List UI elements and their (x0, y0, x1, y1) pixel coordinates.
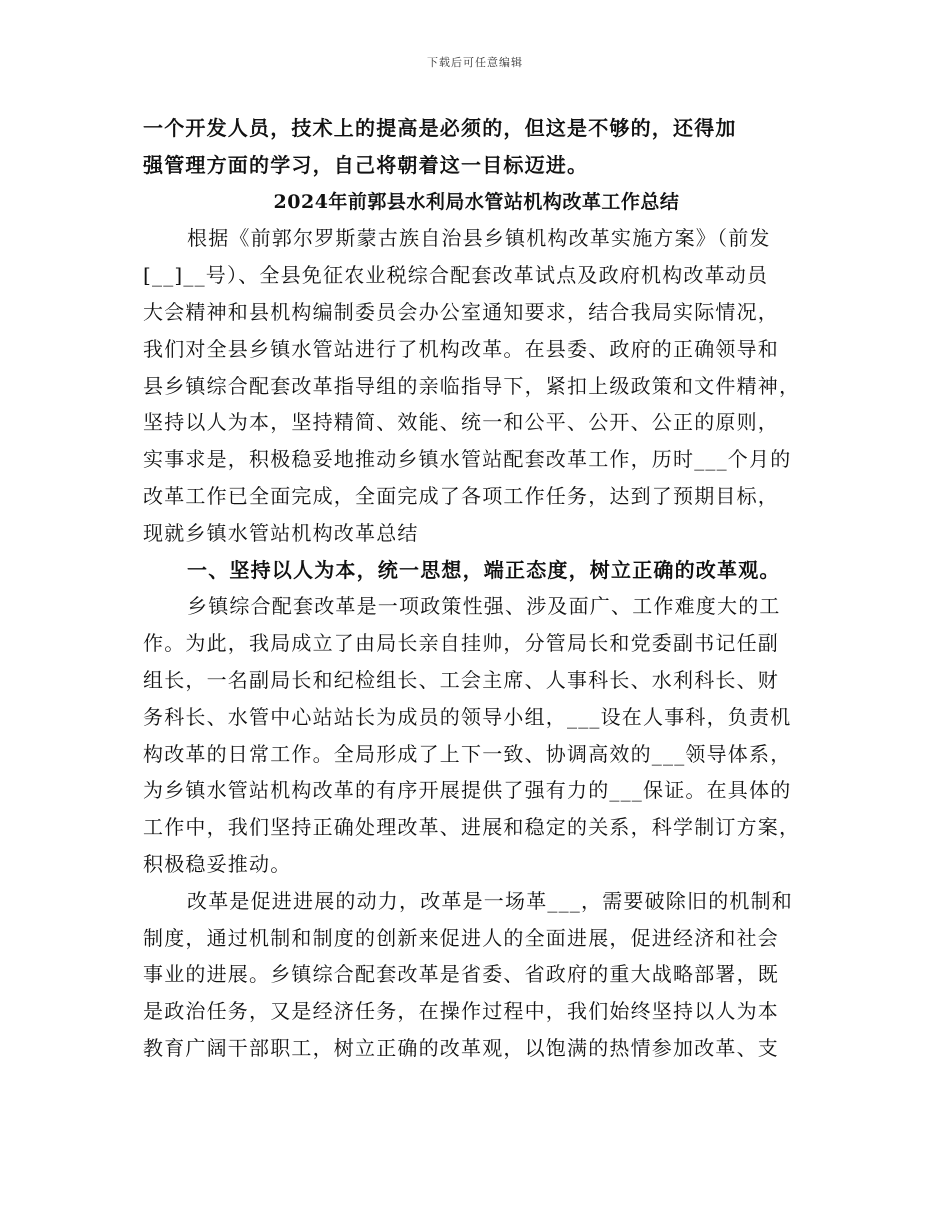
text-line: 根据《前郭尔罗斯蒙古族自治县乡镇机构改革实施方案》（前发 (187, 226, 771, 251)
text-line: 为乡镇水管站机构改革的有序开展提供了强有力的___保证。在具体的 (143, 778, 792, 803)
text-line: 实事求是，积极稳妥地推动乡镇水管站配套改革工作，历时___个月的 (143, 447, 792, 472)
paragraph-leadership (143, 588, 810, 882)
section-heading: 一、坚持以人为本，统一思想，端正态度，树立正确的改革观。 (187, 557, 781, 582)
text-line: 构改革的日常工作。全局形成了上下一致、协调高效的___领导体系， (143, 741, 792, 766)
header-note: 下载后可任意编辑 (427, 56, 523, 69)
text-line: 务科长、水管中心站站长为成员的领导小组，___设在人事科，负责机 (143, 704, 792, 729)
text-line: 强管理方面的学习，自己将朝着这一目标迈进。 (143, 152, 589, 177)
text-line: [__]__号）、全县免征农业税综合配套改革试点及政府机构改革动员 (143, 263, 769, 288)
text-line: 组长，一名副局长和纪检组长、工会主席、人事科长、水利科长、财 (143, 667, 779, 692)
document-title: 2024年前郭县水利局水管站机构改革工作总结 (273, 190, 680, 213)
text-line: 制度，通过机制和制度的创新来促进人的全面进展，促进经济和社会 (143, 925, 779, 950)
text-line: 改革工作已全面完成，全面完成了各项工作任务，达到了预期目标， (143, 483, 779, 508)
text-line: 我们对全县乡镇水管站进行了机构改革。在县委、政府的正确领导和 (143, 336, 779, 361)
text-line: 现就乡镇水管站机构改革总结 (143, 520, 419, 545)
text-line: 教育广阔干部职工，树立正确的改革观，以饱满的热情参加改革、支 (143, 1035, 779, 1060)
text-line: 是政治任务，又是经济任务，在操作过程中，我们始终坚持以人为本 (143, 999, 779, 1024)
text-line: 坚持以人为本，坚持精简、效能、统一和公平、公开、公正的原则， (143, 410, 779, 435)
text-line: 工作中，我们坚持正确处理改革、进展和稳定的关系，科学制订方案， (143, 815, 801, 840)
text-line: 作。为此，我局成立了由局长亲自挂帅，分管局长和党委副书记任副 (143, 631, 779, 656)
text-line: 县乡镇综合配套改革指导组的亲临指导下，紧扣上级政策和文件精神， (143, 373, 801, 398)
text-line: 乡镇综合配套改革是一项政策性强、涉及面广、工作难度大的工 (187, 594, 781, 619)
text-line: 大会精神和县机构编制委员会办公室通知要求，结合我局实际情况， (143, 299, 779, 324)
paragraph-basis (143, 220, 810, 551)
text-line: 改革是促进进展的动力，改革是一场革___，需要破除旧的机制和 (187, 888, 793, 913)
text-line: 事业的进展。乡镇综合配套改革是省委、省政府的重大战略部署，既 (143, 962, 779, 987)
intro-paragraph (143, 110, 810, 184)
text-line: 一个开发人员，技术上的提高是必须的，但这是不够的，还得加 (143, 116, 737, 140)
text-line: 积极稳妥推动。 (143, 851, 292, 876)
document-body (143, 110, 810, 1067)
paragraph-reform (143, 883, 810, 1067)
